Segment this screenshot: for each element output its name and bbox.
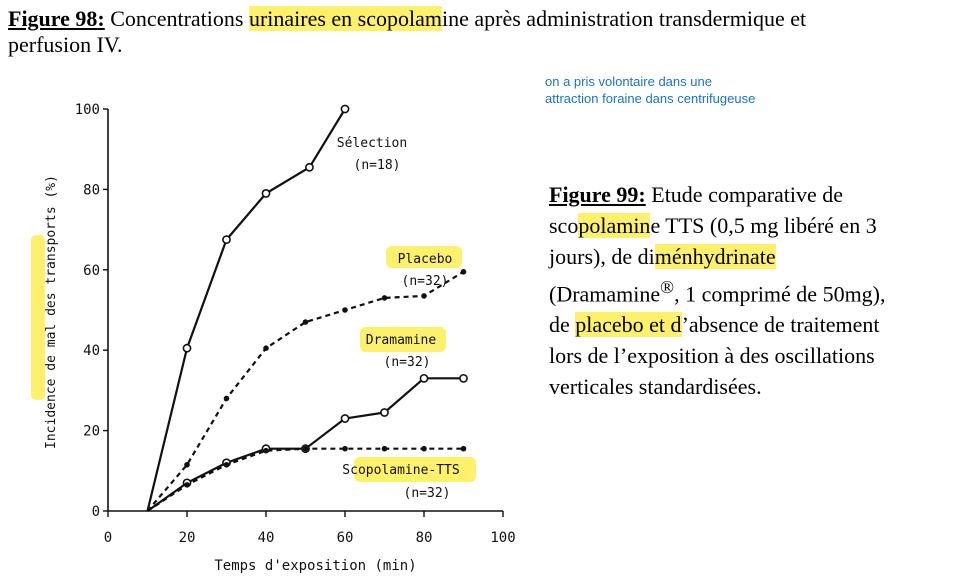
data-point — [341, 415, 348, 422]
x-axis-title: Temps d'exposition (min) — [214, 558, 417, 574]
series-line-s-lection — [148, 109, 346, 511]
motion-sickness-chart — [0, 90, 540, 586]
data-point — [183, 345, 190, 352]
data-point — [382, 295, 388, 301]
data-point — [263, 345, 269, 351]
annotation-note-line1: on a pris volontaire dans une — [545, 74, 712, 89]
data-point — [303, 446, 309, 452]
data-point — [303, 319, 309, 325]
data-point — [224, 462, 230, 468]
x-tick-label: 20 — [178, 530, 196, 546]
figure-99-text-4: , 1 comprimé de 50mg), de — [549, 281, 886, 338]
data-point — [421, 446, 427, 452]
x-tick-label: 100 — [490, 530, 516, 546]
figure-98-colon: : — [97, 6, 105, 31]
series-label-name: Placebo — [397, 252, 453, 267]
y-axis-title: Incidence de mal des transports (%) — [44, 175, 59, 449]
data-point — [461, 446, 467, 452]
data-point — [421, 293, 427, 299]
data-point — [461, 269, 467, 275]
series-label-name: Dramamine — [365, 333, 437, 348]
y-tick-label: 20 — [83, 423, 100, 440]
figure-99-highlight-3: placebo et d — [575, 312, 682, 338]
annotation-note — [545, 73, 845, 107]
figure-99-label: Figure 99 — [549, 182, 639, 207]
y-axis-title-highlight — [31, 235, 45, 400]
figure-99-highlight-2: ménhydrinate — [654, 244, 776, 269]
series-label-n: (n=32) — [401, 274, 449, 289]
data-point — [184, 462, 190, 468]
data-point — [420, 375, 427, 382]
y-tick-label: 40 — [83, 343, 100, 360]
x-tick-label: 60 — [336, 530, 354, 546]
series-label-name: Sélection — [336, 136, 408, 151]
series-label-n: (n=32) — [383, 355, 431, 370]
data-point — [341, 105, 348, 112]
series-label-n: (n=18) — [353, 158, 401, 173]
figure-98-text-before: Concentrations — [104, 6, 249, 31]
figure-98-caption — [8, 6, 808, 58]
figure-99-text-3: (Dramamine — [549, 281, 661, 307]
data-point — [306, 164, 313, 171]
data-point — [342, 307, 348, 313]
series-label-name: Scopolamine-TTS — [342, 463, 460, 478]
data-point — [460, 375, 467, 382]
data-point — [184, 482, 190, 488]
x-tick-label: 40 — [257, 530, 275, 546]
figure-99-caption — [549, 179, 909, 402]
figure-99-highlight-1: polamin — [578, 213, 651, 238]
y-tick-label: 60 — [83, 262, 100, 279]
series-label-n: (n=32) — [403, 486, 451, 501]
y-tick-label: 0 — [91, 504, 100, 520]
figure-99-text-1: Etude comparative de sco — [549, 182, 844, 238]
figure-99-colon: : — [638, 182, 646, 207]
data-point — [381, 409, 388, 416]
data-point — [262, 190, 269, 197]
figure-98-highlight: urinaires en scopolam — [248, 6, 443, 31]
x-tick-label: 0 — [103, 530, 113, 546]
data-point — [223, 236, 230, 243]
figure-99-text-5: ’absence de traitement lors de l’exposition à des oscillations verticales standardisées. — [549, 312, 880, 400]
data-point — [342, 446, 348, 452]
series-layer — [148, 105, 468, 511]
figure-98-text-after: ine après administration transdermique et perfusion IV. — [8, 6, 807, 57]
y-tick-label: 80 — [83, 182, 100, 199]
x-tick-label: 80 — [415, 530, 433, 546]
data-point — [263, 448, 269, 454]
data-point — [382, 446, 388, 452]
annotation-note-line2: attraction foraine dans centrifugeuse — [545, 91, 756, 106]
figure-99-text-2: e TTS (0,5 mg libéré en 3 jours), de di — [549, 213, 877, 269]
figure-99-registered: ® — [660, 277, 675, 297]
labels-layer — [44, 136, 460, 574]
figure-98-label: Figure 98 — [8, 6, 98, 31]
y-tick-label: 100 — [74, 102, 100, 118]
data-point — [224, 396, 230, 402]
